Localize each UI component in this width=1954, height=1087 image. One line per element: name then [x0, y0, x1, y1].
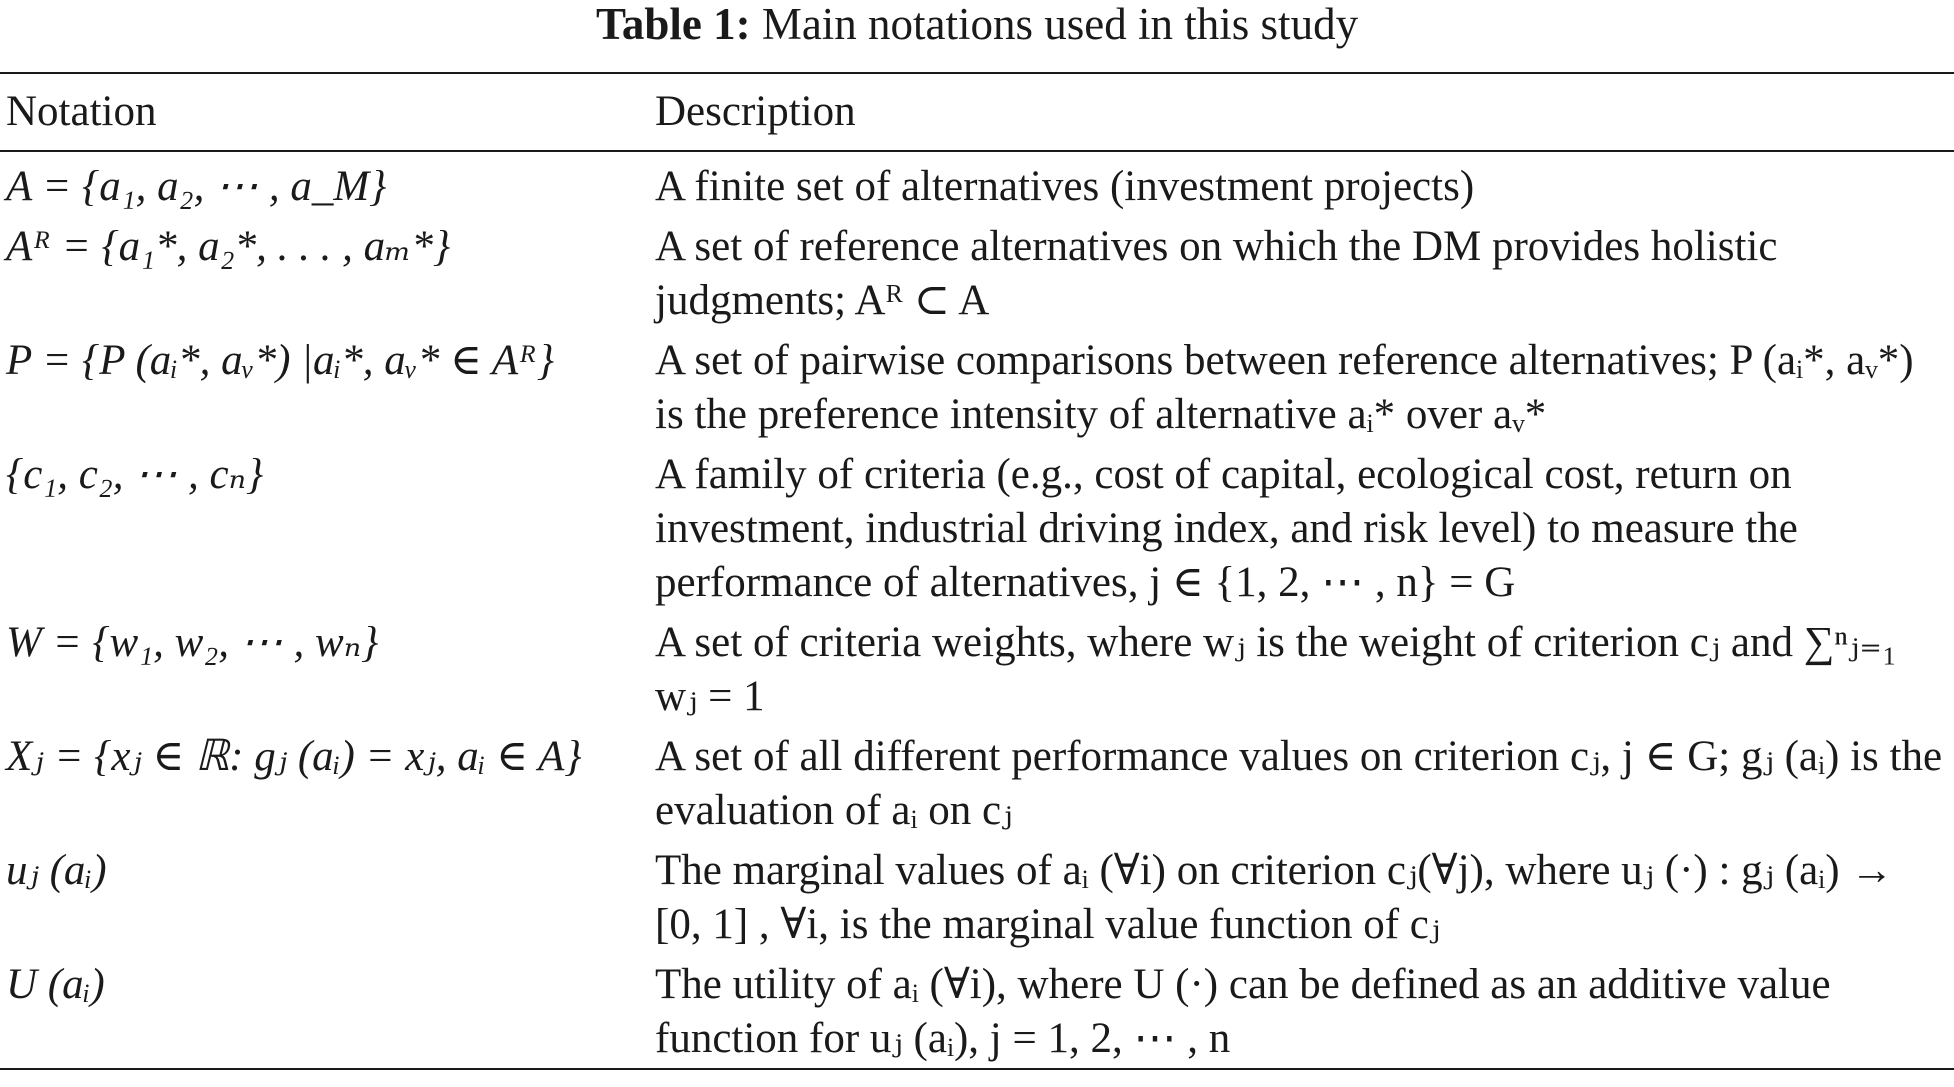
row-notation: U (aᵢ)	[6, 961, 105, 1008]
table-row	[0, 151, 1954, 216]
header-notation: Notation	[6, 88, 157, 135]
table-row	[0, 330, 1954, 444]
row-notation: Xⱼ = {xⱼ ∈ ℝ: gⱼ (aᵢ) = xⱼ, aᵢ ∈ A}	[6, 733, 582, 780]
row-description: A set of all different performance values on criterion cⱼ, j ∈ G; gⱼ (aᵢ) is the evaluation of aᵢ on cⱼ	[655, 733, 1943, 834]
row-notation: Aᴿ = {a₁*, a₂*, . . . , aₘ*}	[6, 223, 451, 270]
table-row	[0, 444, 1954, 612]
notation-table	[0, 72, 1954, 1070]
table-row	[0, 216, 1954, 330]
table-body	[0, 151, 1954, 1069]
row-description: A set of pairwise comparisons between reference alternatives; P (aᵢ*, aᵥ*) is the preference intensity of alternative aᵢ* over aᵥ*	[655, 337, 1914, 438]
row-description: The utility of aᵢ (∀i), where U (·) can be defined as an additive value function for uⱼ (aᵢ), j = 1, 2, ⋯ , n	[655, 961, 1831, 1062]
table-caption-label: Table 1:	[595, 0, 751, 49]
table-row	[0, 612, 1954, 726]
table-header-row	[0, 73, 1954, 151]
row-description: A set of criteria weights, where wⱼ is the weight of criterion cⱼ and ∑ⁿⱼ₌₁ wⱼ = 1	[655, 619, 1897, 720]
table-row	[0, 840, 1954, 954]
table-row	[0, 726, 1954, 840]
row-notation: W = {w₁, w₂, ⋯ , wₙ}	[6, 619, 379, 666]
table-caption-text: Main notations used in this study	[761, 0, 1359, 49]
row-notation: A = {a₁, a₂, ⋯ , a_M}	[6, 163, 387, 210]
table-caption	[0, 0, 1954, 48]
row-description: The marginal values of aᵢ (∀i) on criterion cⱼ(∀j), where uⱼ (·) : gⱼ (aᵢ) → [0, 1] , ∀i, is the marginal value function of cⱼ	[655, 847, 1894, 948]
table-row	[0, 954, 1954, 1069]
header-description: Description	[655, 88, 856, 135]
row-description: A finite set of alternatives (investment projects)	[655, 163, 1475, 210]
row-notation: uⱼ (aᵢ)	[6, 847, 107, 894]
row-description: A family of criteria (e.g., cost of capital, ecological cost, return on investment, industrial driving index, and risk level) to measure the performance of alternatives, j ∈ {1, 2, ⋯ , n} = G	[655, 451, 1798, 606]
row-notation: {c₁, c₂, ⋯ , cₙ}	[6, 451, 264, 498]
row-notation: P = {P (aᵢ*, aᵥ*) |aᵢ*, aᵥ* ∈ Aᴿ}	[6, 337, 555, 384]
row-description: A set of reference alternatives on which the DM provides holistic judgments; Aᴿ ⊂ A	[655, 223, 1778, 324]
notation-table-wrap	[0, 72, 1954, 1070]
table-header	[0, 73, 1954, 151]
